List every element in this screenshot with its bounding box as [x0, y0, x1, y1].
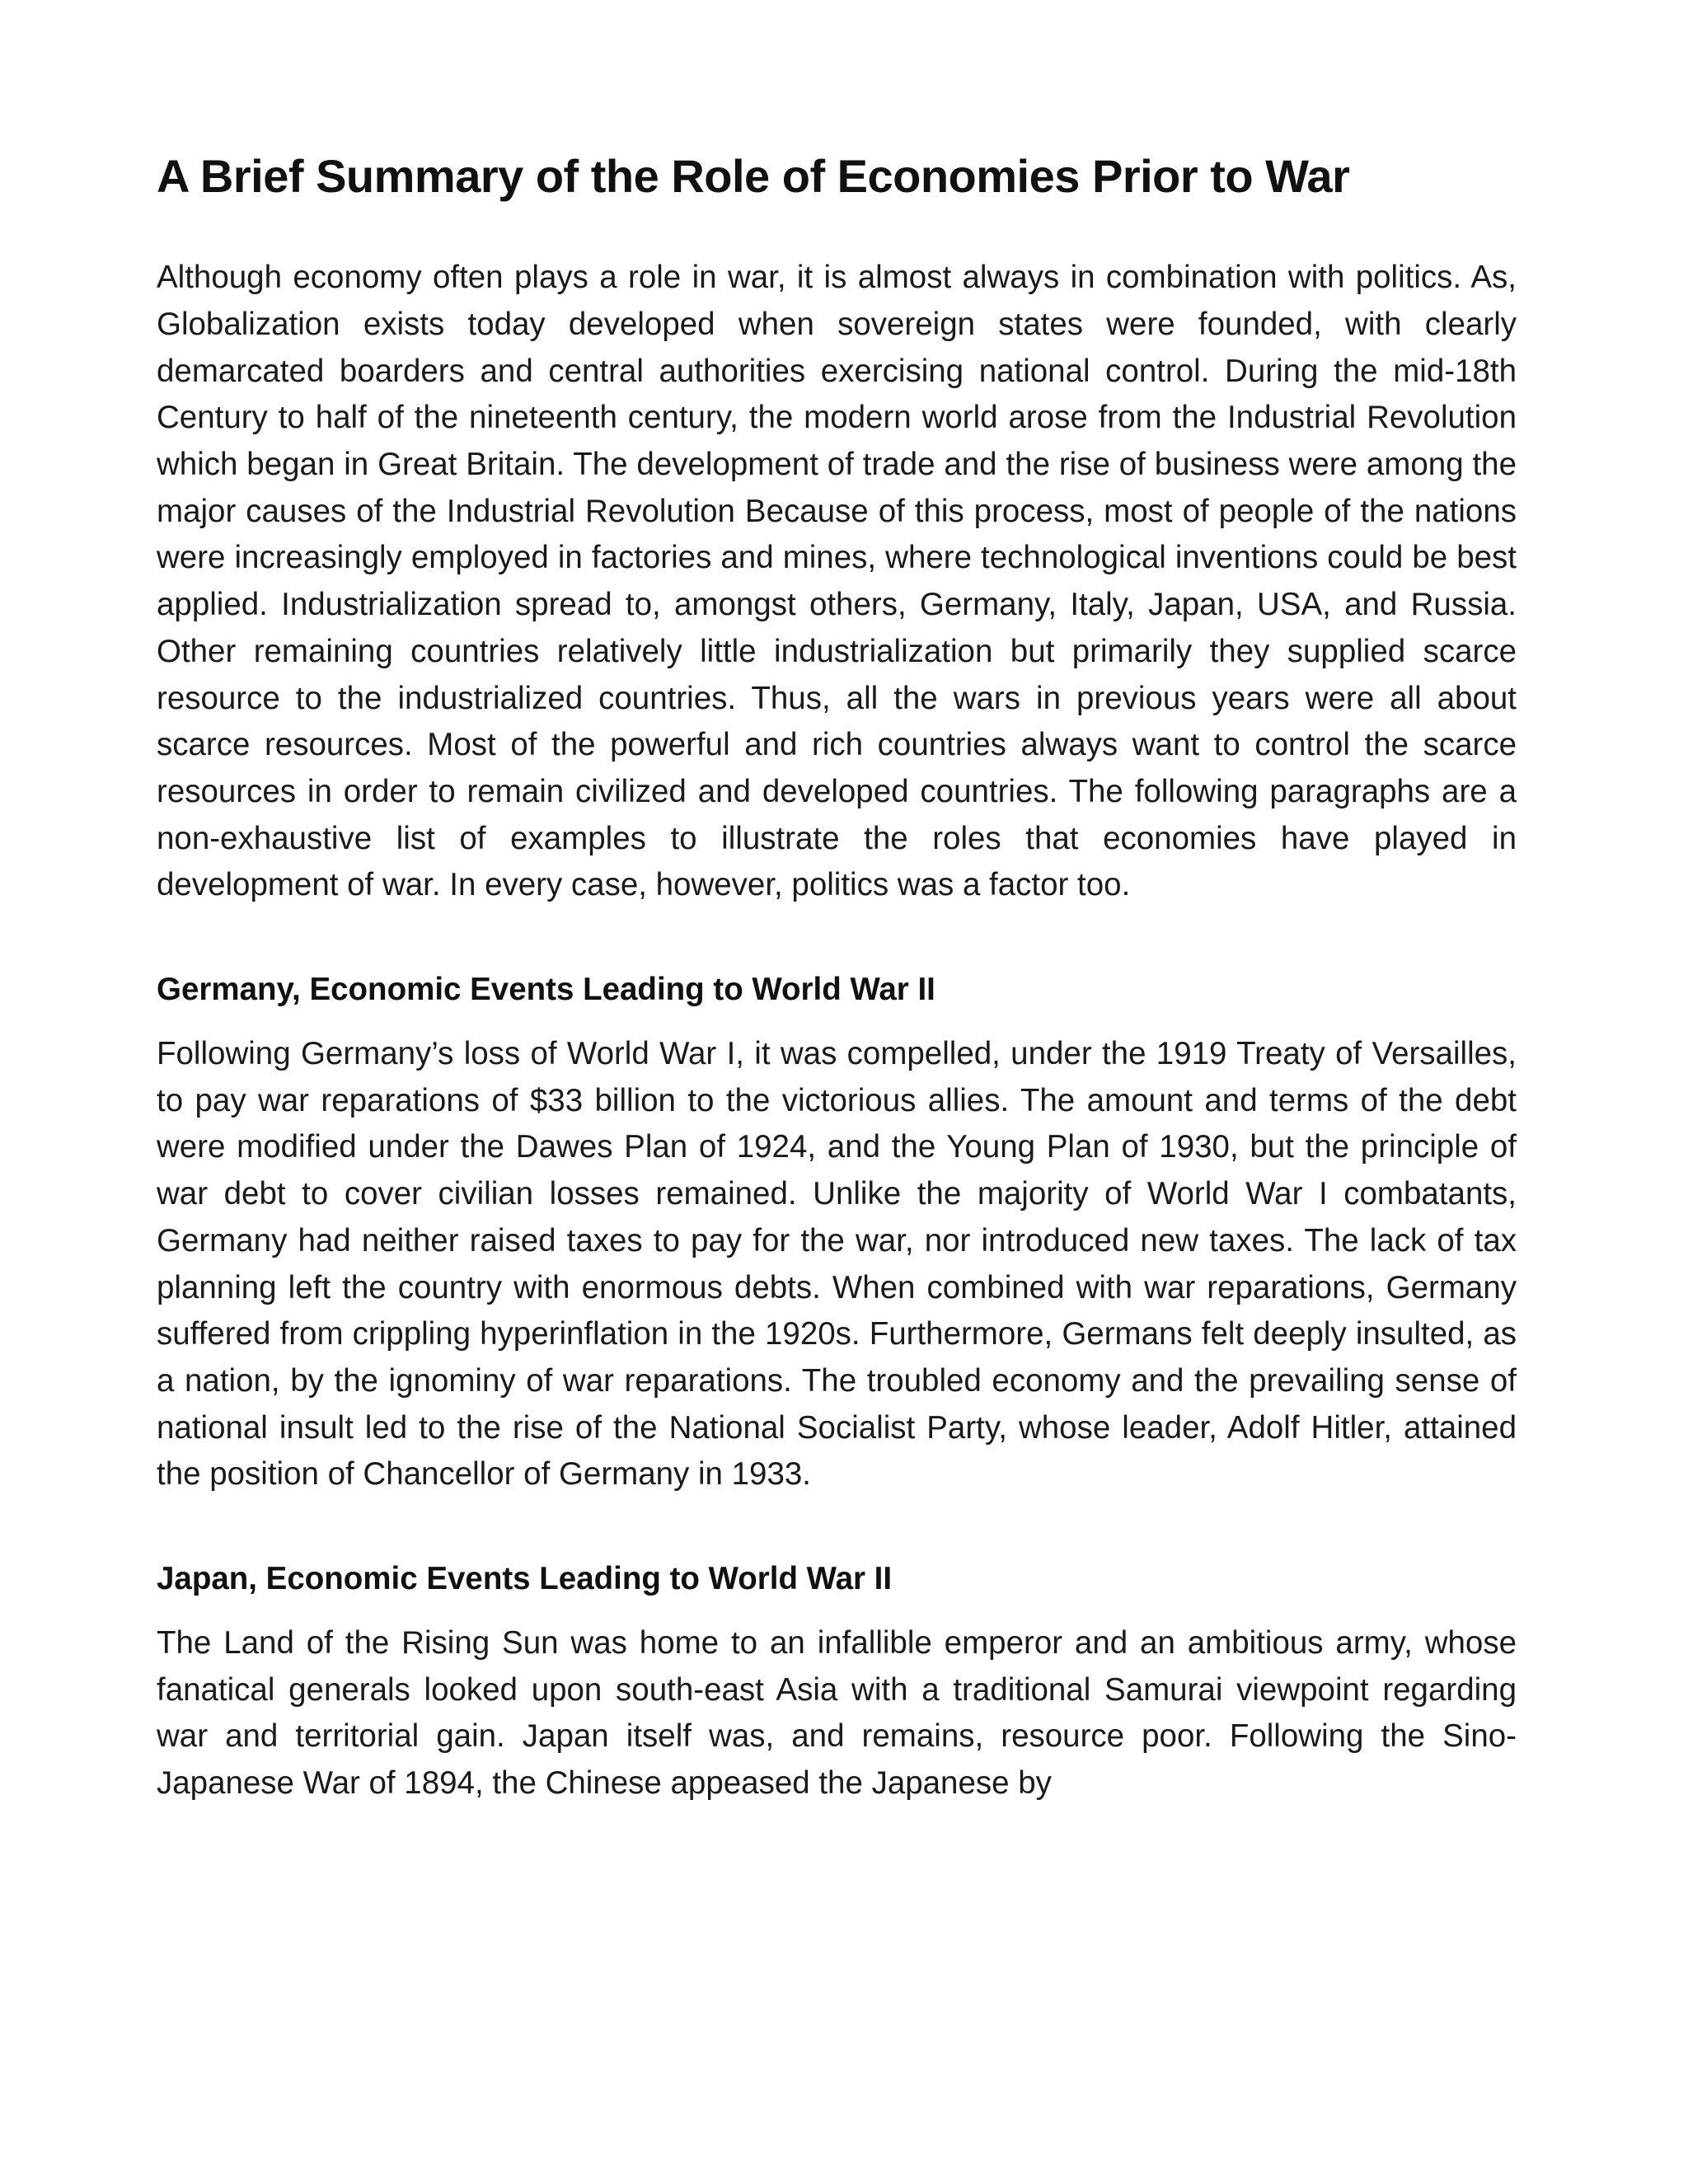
- document-content: [157, 148, 1517, 1807]
- section-heading-japan: Japan, Economic Events Leading to World War II: [157, 1561, 893, 1597]
- document-title: A Brief Summary of the Role of Economies Prior to War: [157, 150, 1350, 202]
- section-body-germany: Following Germany’s loss of World War I, it was compelled, under the 1919 Treaty of Versailles, to pay war reparations of $33 billion to the victorious allies. The amount and terms of the debt were modified under the Dawes Plan of 1924, and the Young Plan of 1930, but the principle of war debt to cover civilian losses remained. Unlike the majority of World War I combatants, Germany had neither raised taxes to pay for the war, nor introduced new taxes. The lack of tax planning left the country with enormous debts. When combined with war reparations, Germany suffered from crippling hyperinflation in the 1920s. Furthermore, Germans felt deeply insulted, as a nation, by the ignominy of war reparations. The troubled economy and the prevailing sense of national insult led to the rise of the National Socialist Party, whose leader, Adolf Hitler, attained the position of Chancellor of Germany in 1933.: [157, 1036, 1517, 1493]
- section-body-japan: The Land of the Rising Sun was home to an infallible emperor and an ambitious army, whose fanatical generals looked upon south-east Asia with a traditional Samurai viewpoint regarding war and territorial gain. Japan itself was, and remains, resource poor. Following the Sino-Japanese War of 1894, the Chinese appeased the Japanese by: [157, 1625, 1517, 1802]
- section-germany: [157, 967, 1517, 1498]
- section-japan: [157, 1556, 1517, 1807]
- intro-paragraph: Although economy often plays a role in war, it is almost always in combination with politics. As, Globalization exists today developed when sovereign states were founded, with clearly demarcated boarders and central authorities exercising national control. During the mid-18th Century to half of the nineteenth century, the modern world arose from the Industrial Revolution which began in Great Britain. The development of trade and the rise of business were among the major causes of the Industrial Revolution Because of this process, most of people of the nations were increasingly employed in factories and mines, where technological inventions could be best applied. Industrialization spread to, amongst others, Germany, Italy, Japan, USA, and Russia. Other remaining countries relatively little industrialization but primarily they supplied scarce resource to the industrialized countries. Thus, all the wars in previous years were all about scarce resources. Most of the powerful and rich countries always want to control the scarce resources in order to remain civilized and developed countries. The following paragraphs are a non-exhaustive list of examples to illustrate the roles that economies have played in development of war. In every case, however, politics was a factor too.: [157, 260, 1517, 903]
- section-heading-germany: Germany, Economic Events Leading to World War II: [157, 972, 935, 1008]
